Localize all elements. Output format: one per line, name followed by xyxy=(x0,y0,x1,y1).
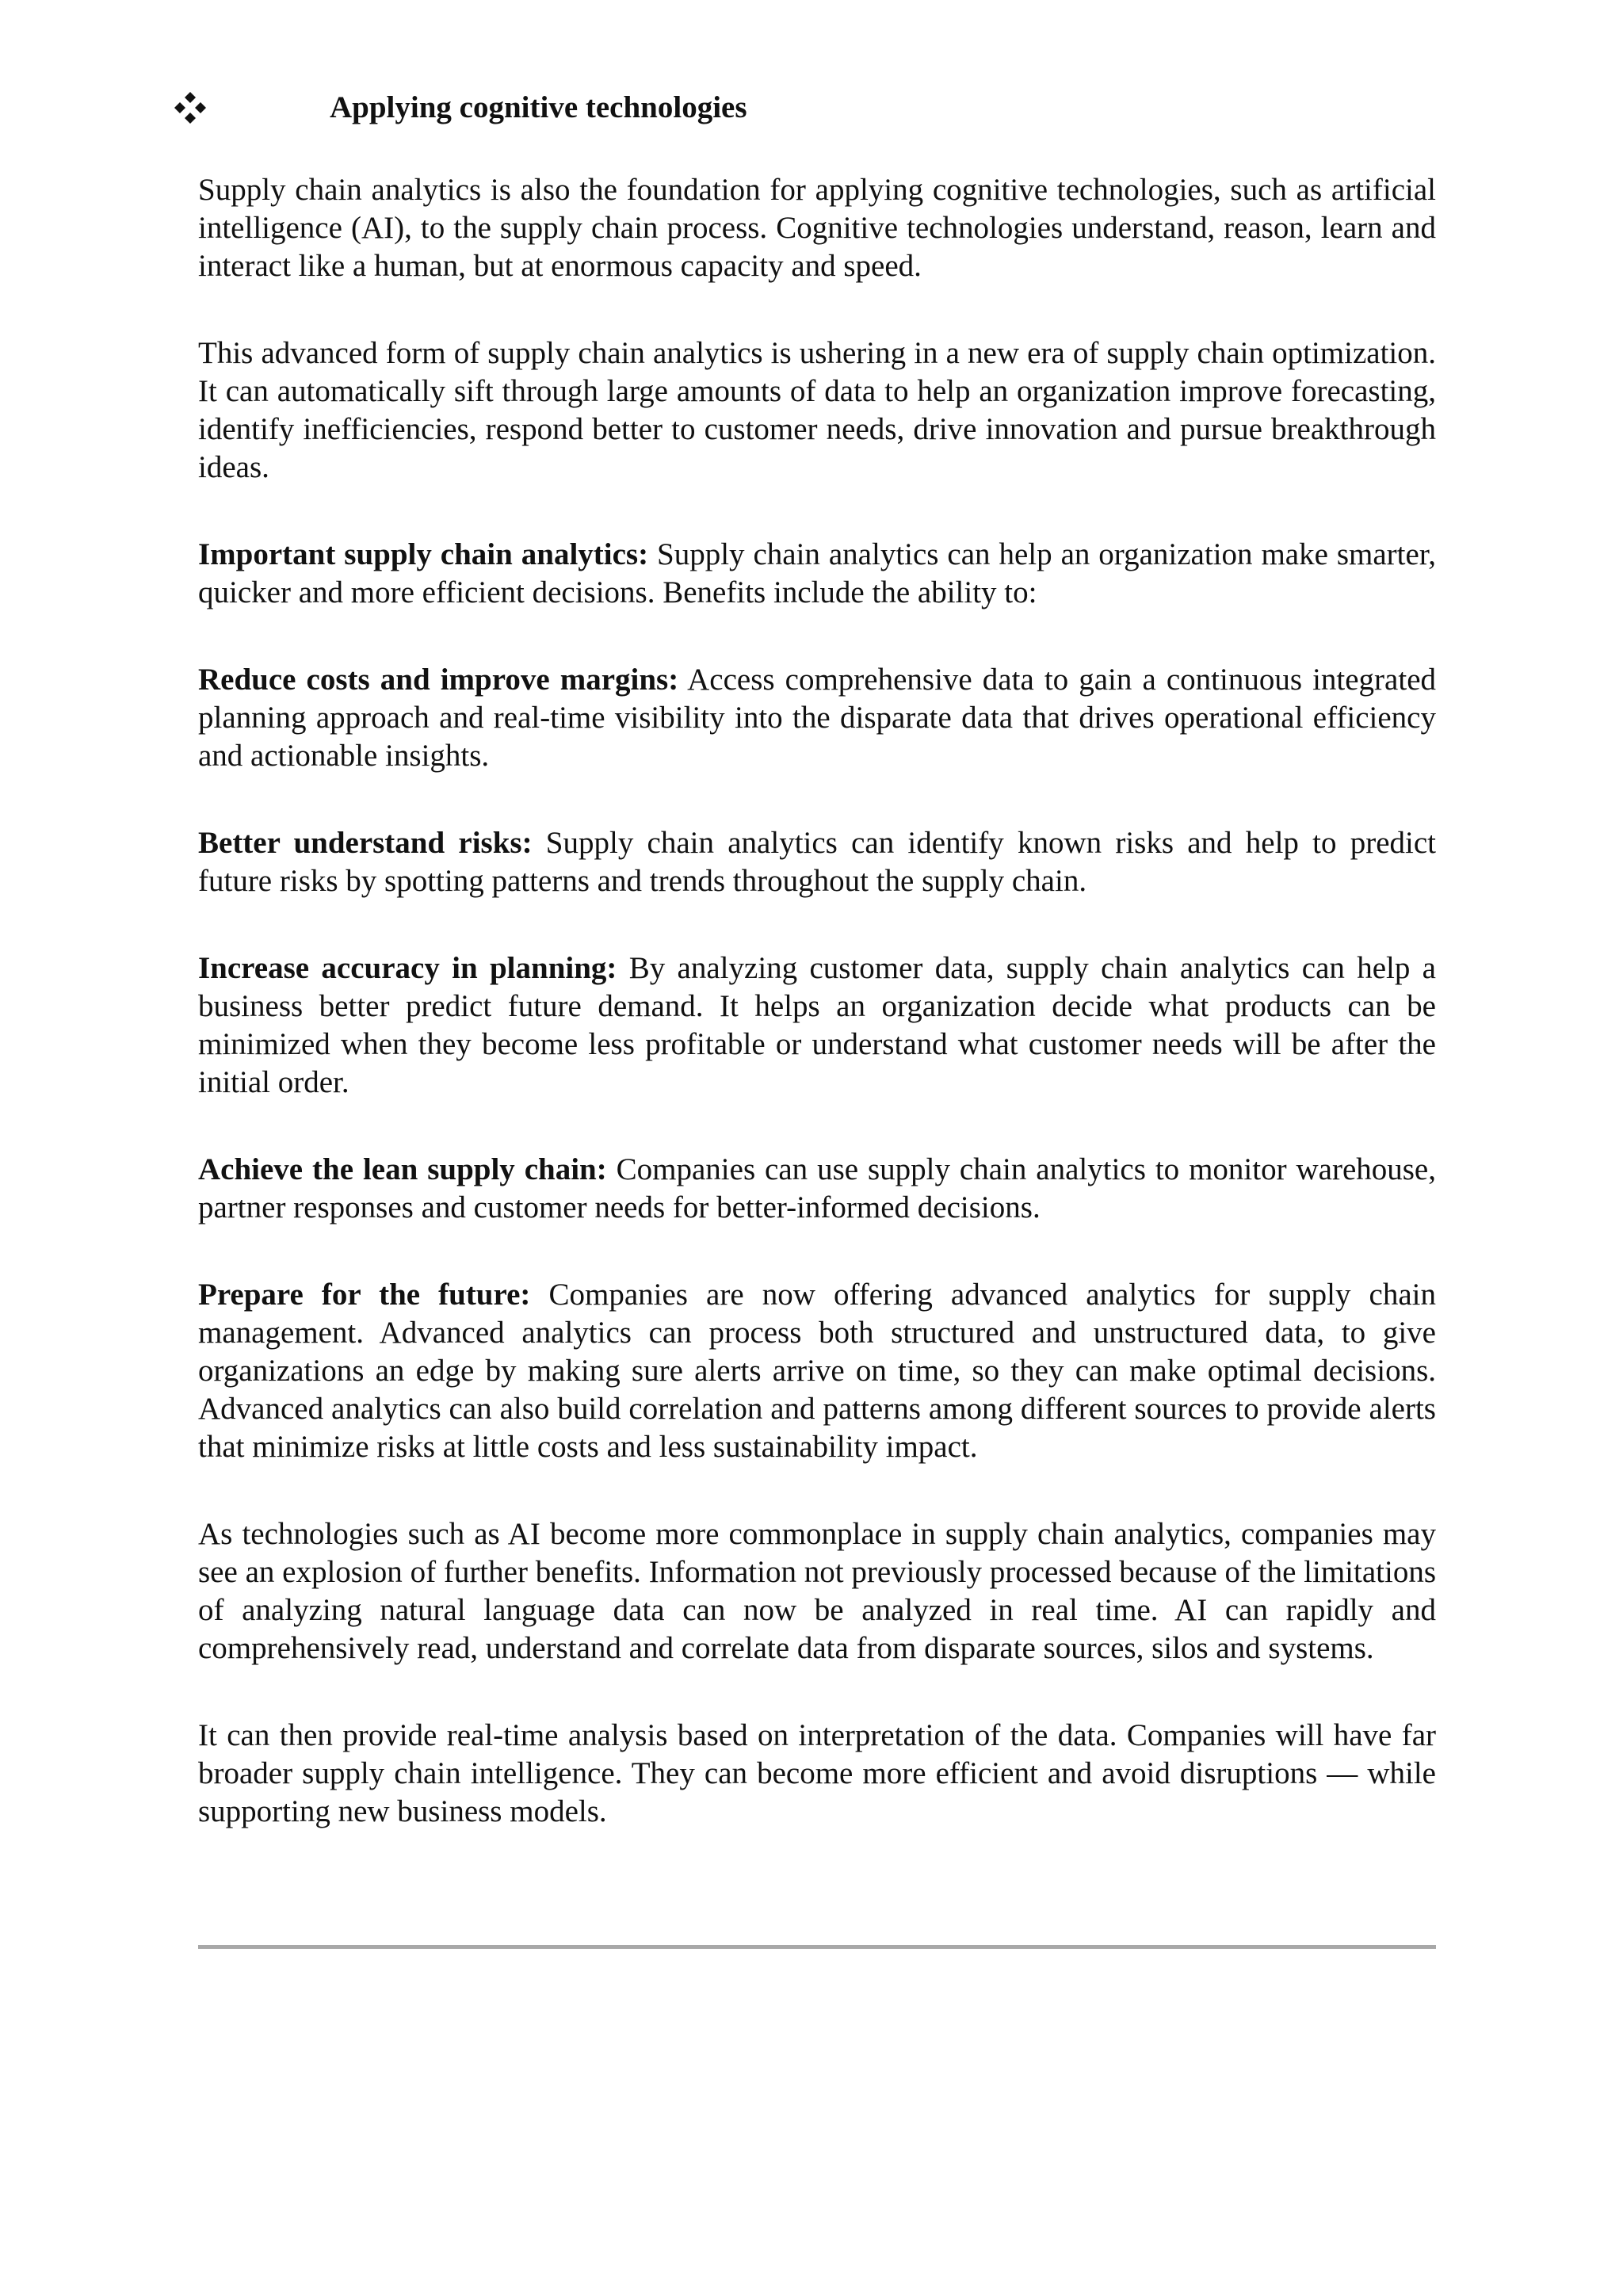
paragraph-text: This advanced form of supply chain analytics is ushering in a new era of supply chain optimization. It can automatically sift through large amounts of data to help an organization improve forecasting, identify inefficiencies, respond better to customer needs, drive innovation and pursue breakthrough ideas. xyxy=(198,336,1436,484)
section-title: Applying cognitive technologies xyxy=(330,90,747,124)
paragraph-lead: Better understand risks: xyxy=(198,826,533,860)
paragraph xyxy=(198,1717,1436,1831)
paragraph-text: Supply chain analytics can identify known risks and help to predict future risks by spotting patterns and trends throughout the supply chain. xyxy=(198,826,1436,898)
body-text xyxy=(198,171,1436,1880)
paragraph-text: It can then provide real-time analysis based on interpretation of the data. Companies will have far broader supply chain intelligence. They can become more efficient and avoid disruptions — while supporting new business models. xyxy=(198,1718,1436,1828)
paragraph-text: Supply chain analytics is also the foundation for applying cognitive technologies, such as artificial intelligence (AI), to the supply chain process. Cognitive technologies understand, reason, learn and interact like a human, but at enormous capacity and speed. xyxy=(198,173,1436,283)
paragraph xyxy=(198,1515,1436,1668)
paragraph-text: As technologies such as AI become more commonplace in supply chain analytics, companies may see an explosion of further benefits. Information not previously processed because of the limitations of analyzing natural language data can now be analyzed in real time. AI can rapidly and comprehensively read, understand and correlate data from disparate sources, silos and systems. xyxy=(198,1517,1436,1665)
paragraph xyxy=(198,536,1436,612)
paragraph xyxy=(198,171,1436,285)
section-heading xyxy=(173,86,747,130)
paragraph-text: Supply chain analytics can help an organization make smarter, quicker and more efficient decisions. Benefits include the ability to: xyxy=(198,537,1436,609)
paragraph-text: Companies are now offering advanced analytics for supply chain management. Advanced analytics can process both structured and unstructured data, to give organizations an edge by making sure alerts arrive on time, so they can make optimal decisions. Advanced analytics can also build correlation and patterns among different sources to provide alerts that minimize risks at little costs and less sustainability impact. xyxy=(198,1278,1437,1464)
paragraph xyxy=(198,949,1436,1102)
paragraph xyxy=(198,661,1436,775)
paragraph-text: Companies can use supply chain analytics to monitor warehouse, partner responses and customer needs for better-informed decisions. xyxy=(198,1152,1436,1224)
diamond-bullet-icon xyxy=(173,90,208,125)
paragraph-lead: Reduce costs and improve margins: xyxy=(198,663,679,697)
paragraph-lead: Increase accuracy in planning: xyxy=(198,951,617,985)
paragraph-lead: Important supply chain analytics: xyxy=(198,537,649,571)
paragraph-lead: Achieve the lean supply chain: xyxy=(198,1152,607,1186)
paragraph-lead: Prepare for the future: xyxy=(198,1278,531,1312)
footer-divider xyxy=(198,1945,1436,1949)
paragraph xyxy=(198,1276,1436,1466)
paragraph-text: Access comprehensive data to gain a continuous integrated planning approach and real-time visibility into the disparate data that drives operational efficiency and actionable insights. xyxy=(198,663,1437,773)
paragraph xyxy=(198,824,1436,900)
paragraph xyxy=(198,1151,1436,1227)
paragraph xyxy=(198,334,1436,487)
paragraph-text: By analyzing customer data, supply chain analytics can help a business better predict future demand. It helps an organization decide what products can be minimized when they become less profitable or understand what customer needs will be after the initial order. xyxy=(198,951,1436,1099)
